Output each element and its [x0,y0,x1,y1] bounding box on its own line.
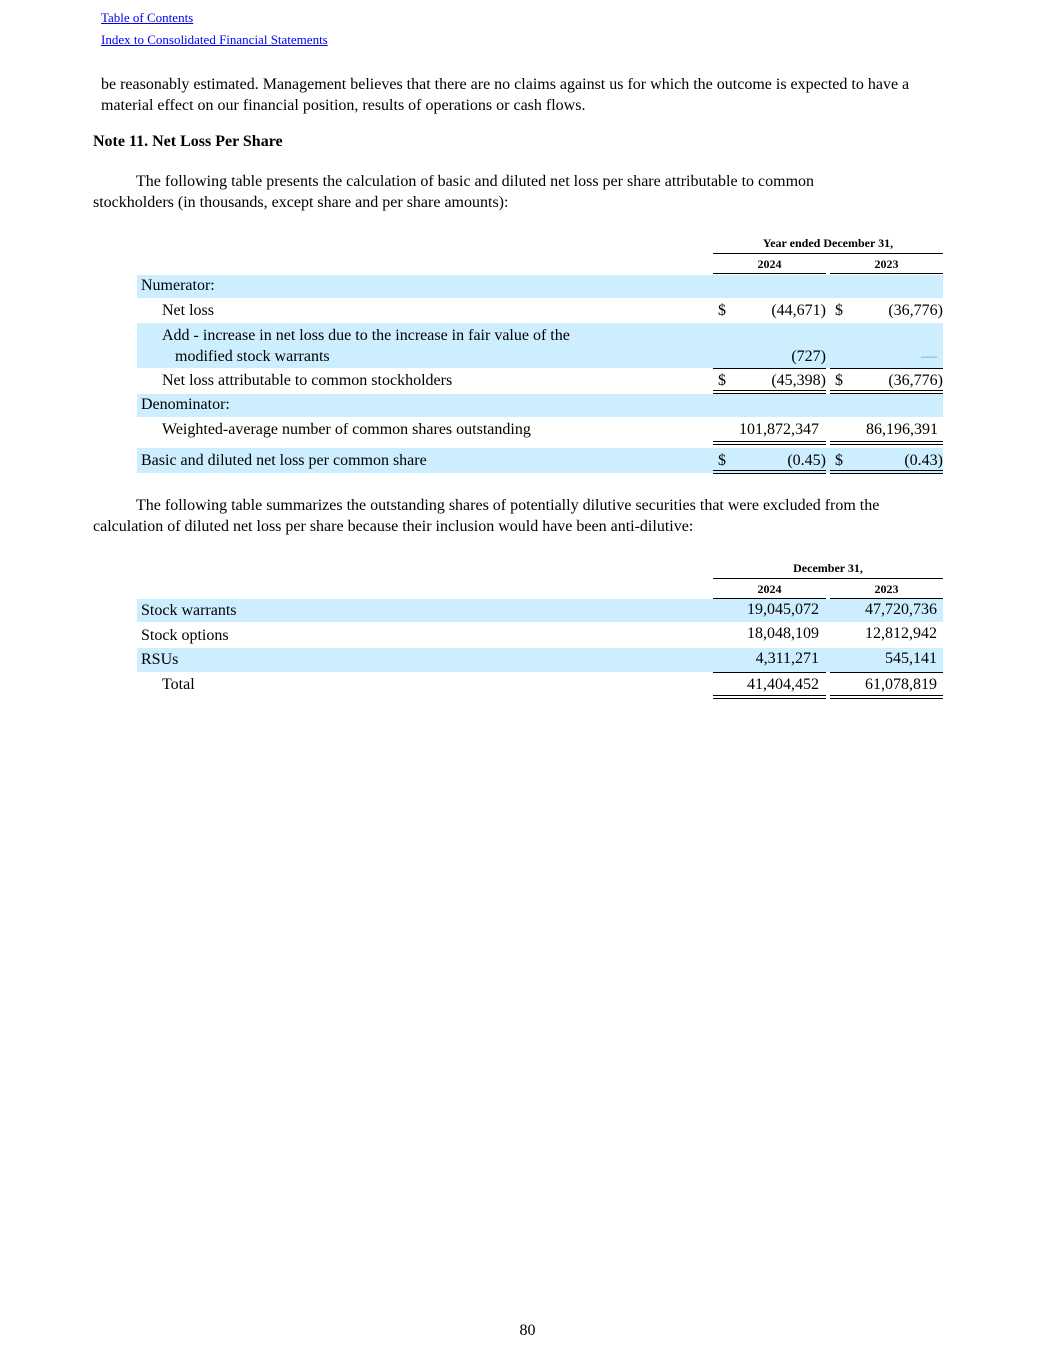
add-underline-2023 [830,368,943,369]
stock-options-2023: 12,812,942 [865,625,937,642]
numerator-label: Numerator: [141,277,215,294]
eps-2023: (0.43) [904,452,943,469]
stock-warrants-2024: 19,045,072 [747,601,819,618]
table-row [137,599,943,622]
index-financial-statements-link[interactable]: Index to Consolidated Financial Statements [101,32,328,47]
stock-warrants-label: Stock warrants [141,602,237,619]
table1-intro: The following table presents the calculation of basic and diluted net loss per share attributable to common stockholders (in thousands, except share and per share amounts): [93,173,815,211]
weighted-double-rule-2023 [830,441,943,445]
add-2024: (727) [791,348,826,365]
net-loss-label: Net loss [162,302,214,319]
table1-header-rule [713,253,943,254]
table2-header-rule [713,578,943,579]
total-2024: 41,404,452 [747,676,819,693]
net-loss-2024: (44,671) [771,302,826,319]
table2-period-header: December 31, [793,561,863,575]
table2-col-2024: 2024 [757,582,782,596]
add-underline-2024 [713,368,826,369]
intro-paragraph: be reasonably estimated. Management believes that there are no claims against us for which the outcome is expected to have a material effect on our financial position, results of operations or cash flows. [101,76,910,114]
total-2023: 61,078,819 [865,676,937,693]
rsus-label: RSUs [141,651,179,668]
table-row [137,648,943,672]
note-heading: Note 11. Net Loss Per Share [93,133,283,150]
weighted-2023: 86,196,391 [866,421,938,438]
attrib-2024: (45,398) [771,372,826,389]
total-double-rule-2023 [830,695,943,699]
weighted-double-rule-2024 [713,441,826,445]
stock-options-2024: 18,048,109 [747,625,819,642]
total-double-rule-2024 [713,695,826,699]
table2-col-2023: 2023 [874,582,899,596]
table2-intro: The following table summarizes the outstanding shares of potentially dilutive securities that were excluded from the calculation of diluted net loss per share because their inclusion would have been anti-dilutive: [93,497,880,535]
table-row [137,394,943,417]
currency-symbol: $ [718,302,726,319]
total-label: Total [162,676,195,693]
eps-label: Basic and diluted net loss per common share [141,452,427,469]
add-label-line2: modified stock warrants [175,348,330,365]
add-2023: — [921,348,937,365]
rsus-underline-2023 [830,672,943,673]
table1-col-2023: 2023 [874,257,899,271]
weighted-label: Weighted-average number of common shares outstanding [162,421,531,438]
stock-warrants-2023: 47,720,736 [865,601,937,618]
attrib-label: Net loss attributable to common stockholders [162,372,453,389]
rsus-2023: 545,141 [885,650,937,667]
currency-symbol: $ [835,372,843,389]
net-loss-2023: (36,776) [888,302,943,319]
table1-period-header: Year ended December 31, [762,236,894,250]
currency-symbol: $ [835,302,843,319]
denominator-label: Denominator: [141,396,230,413]
rsus-2024: 4,311,271 [755,650,819,667]
currency-symbol: $ [835,452,843,469]
currency-symbol: $ [718,452,726,469]
table-row [137,275,943,298]
eps-2024: (0.45) [787,452,826,469]
page-number: 80 [519,1322,536,1339]
table1-col-2023-rule [830,273,943,274]
weighted-2024: 101,872,347 [739,421,819,438]
rsus-underline-2024 [713,672,826,673]
eps-double-rule-2024 [713,470,826,474]
attrib-2023: (36,776) [888,372,943,389]
add-label-line1: Add - increase in net loss due to the increase in fair value of the [162,327,570,344]
currency-symbol: $ [718,372,726,389]
table-of-contents-link[interactable]: Table of Contents [101,10,194,25]
table1-col-2024: 2024 [757,257,782,271]
eps-double-rule-2023 [830,470,943,474]
table1-col-2024-rule [713,273,826,274]
stock-options-label: Stock options [141,627,229,644]
